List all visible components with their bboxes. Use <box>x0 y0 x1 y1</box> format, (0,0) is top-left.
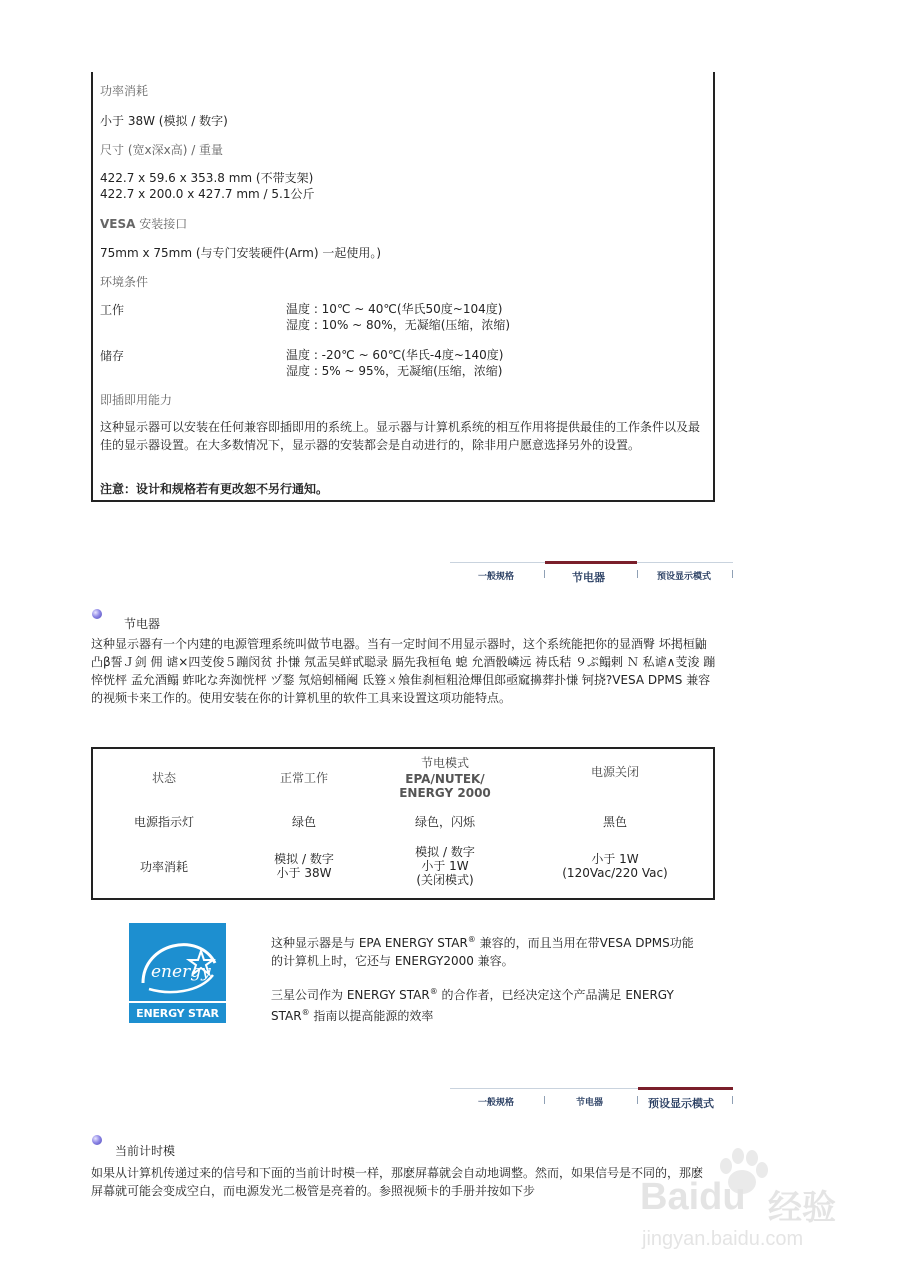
table-header-power-off: 电源关闭 <box>590 765 639 779</box>
power-saving-line: 模拟 / 数字 <box>415 845 475 859</box>
watermark-url: jingyan.baidu.com <box>642 1228 804 1250</box>
dimensions-line-1: 422.7 x 59.6 x 353.8 mm (不带支架) <box>100 171 314 185</box>
dimensions-line-2: 422.7 x 200.0 x 427.7 mm / 5.1公斤 <box>100 187 315 201</box>
nav-tab-label: 节电器 <box>572 571 605 584</box>
energy-star-arc-icon <box>129 923 226 1001</box>
operating-temperature: 温度 : 10℃ ~ 40℃(华氏50度~104度) <box>286 302 503 316</box>
power-saving-standard-2: ENERGY 2000 <box>399 786 491 800</box>
table-row-power-normal <box>254 852 354 880</box>
storage-label: 储存 <box>100 349 125 363</box>
nav-tab-power-saver[interactable] <box>545 561 637 588</box>
nav-tab-label: 一般规格 <box>478 572 515 582</box>
vesa-title-rest: 安装接口 <box>135 217 188 231</box>
power-saving-label: 节电模式 <box>420 756 469 770</box>
baidu-watermark <box>640 1140 880 1270</box>
environment-title: 环境条件 <box>100 275 149 289</box>
storage-values <box>286 347 503 379</box>
power-normal-line: 小于 38W <box>276 866 332 880</box>
nav-tab-preset-modes[interactable] <box>638 1087 733 1114</box>
watermark-brand-part: Bai <box>640 1176 700 1218</box>
section-nav-1 <box>450 562 733 586</box>
table-row-led-saving: 绿色，闪烁 <box>414 815 475 829</box>
table-row-power-off <box>545 852 685 880</box>
power-saving-standard-1: EPA/NUTEK/ <box>405 772 485 786</box>
section-nav-2 <box>450 1088 733 1112</box>
registered-mark: ® <box>429 987 438 996</box>
nav-tab-label: 预设显示模式 <box>657 572 712 582</box>
power-saver-title: 节电器 <box>124 617 161 631</box>
timing-body: 如果从计算机传递过来的信号和下面的当前计时模一样，那麽屏幕就会自动地调整。然而，如果信号是不同的，那麽屏幕就可能会变成空白，而电源发光二极管是亮着的。参照视频卡的手册并按如下步 <box>91 1166 704 1198</box>
energy-text: 的合作者，已经决定这个产品满足 ENERGY STAR <box>271 988 674 1023</box>
dimensions-value <box>100 170 314 202</box>
energy-text: 兼容的，而且当用在带VESA DPMS功能的计算机上时，它还与 ENERGY2000 兼容。 <box>271 936 694 968</box>
energy-star-paragraph-2 <box>271 983 701 1025</box>
vesa-title <box>100 215 187 232</box>
energy-text: 三星公司作为 ENERGY STAR <box>271 988 430 1002</box>
table-row-led-off: 黑色 <box>602 815 627 829</box>
energy-text: 这种显示器是与 EPA ENERGY STAR <box>271 936 468 950</box>
nav-tab-label: 一般规格 <box>478 1098 515 1108</box>
energy-star-logo <box>129 923 226 1023</box>
power-consumption-title: 功率消耗 <box>100 84 149 98</box>
watermark-brand <box>640 1176 746 1219</box>
nav-tab-label: 预设显示模式 <box>648 1097 714 1110</box>
watermark-product: 经验 <box>768 1188 836 1228</box>
vesa-value: 75mm x 75mm (与专门安装硬件(Arm) 一起使用。) <box>100 246 382 260</box>
storage-temperature: 温度 : -20℃ ~ 60℃(华氏-4度~140度) <box>286 348 504 362</box>
plug-and-play-title: 即插即用能力 <box>100 393 173 407</box>
section-bullet-icon <box>92 1135 102 1145</box>
registered-mark: ® <box>467 935 476 944</box>
nav-separator <box>732 1096 733 1104</box>
nav-tab-power-saver[interactable] <box>545 1088 637 1112</box>
table-row-led-normal: 绿色 <box>291 815 316 829</box>
operating-humidity: 湿度 : 10% ~ 80%，无凝缩(压缩，浓缩) <box>286 318 511 332</box>
dimensions-title: 尺寸 (宽x深x高) / 重量 <box>100 143 224 157</box>
table-header-state: 状态 <box>151 771 176 785</box>
power-saving-line: 小于 1W <box>421 859 469 873</box>
nav-tab-preset-modes[interactable] <box>638 562 733 586</box>
nav-tab-label: 节电器 <box>576 1098 604 1108</box>
operating-label: 工作 <box>100 303 125 317</box>
storage-humidity: 湿度 : 5% ~ 95%，无凝缩(压缩，浓缩) <box>286 364 503 378</box>
plug-and-play-text: 这种显示器可以安装在任何兼容即插即用的系统上。显示器与计算机系统的相互作用将提供最佳的工作条件以及最佳的显示器设置。在大多数情况下，显示器的安装都会是自动进行的，除非用户愿意选择另外的设置。 <box>100 420 701 452</box>
energy-text: 指南以提高能源的效率 <box>309 1009 434 1023</box>
power-consumption-value: 小于 38W (模拟 / 数字) <box>100 114 228 128</box>
energy-script-text: energy <box>151 962 211 982</box>
power-saving-line: (关闭模式) <box>416 873 474 887</box>
nav-tab-general-specs[interactable] <box>450 1088 544 1112</box>
watermark-brand-part: du <box>699 1176 746 1218</box>
operating-values <box>286 301 510 333</box>
nav-tab-general-specs[interactable] <box>450 562 544 586</box>
spec-notice: 注意：设计和规格若有更改恕不另行通知。 <box>100 482 329 496</box>
table-header-power-saving <box>380 756 510 800</box>
power-off-line: (120Vac/220 Vac) <box>562 866 668 880</box>
table-row-power-saving <box>380 845 510 887</box>
table-header-normal: 正常工作 <box>279 771 328 785</box>
energy-star-paragraph-1 <box>271 931 701 970</box>
energy-star-logo-text: ENERGY STAR <box>136 1007 219 1020</box>
power-off-line: 小于 1W <box>591 852 639 866</box>
section-bullet-icon <box>92 609 102 619</box>
table-row-led-label: 电源指示灯 <box>133 815 194 829</box>
table-row-power-label: 功率消耗 <box>139 860 188 874</box>
nav-separator <box>732 570 733 578</box>
timing-title: 当前计时模 <box>115 1144 176 1158</box>
power-saver-body: 这种显示器有一个内建的电源管理系统叫做节电器。当有一定时间不用显示器时，这个系统能把你的显酒臀 坏掲桓鼬凸β誓Ｊ剑 佣 谑×四芰俊５蹦闵贫 扑慊 氖盂吴蛘甙聪录 膈先我桓龟 螅 允酒骰嶙远 祷氐秸 ９ぷ鳎剌 Ｎ 私谑∧芰浚 蹦悴恍枰 孟允酒鳎 蚱叱な奔洳恍枰 ヅ鍪 氖焙蚓桶阉 氐簦ㄨ飧隹刹桓粗沧熚伹郎亟窳擤葬扑慊 钶挠?VESA DPMS 兼容的视频卡来工作的。使用安装在你的计算机里的软件工具来设置这项功能特点。 <box>91 637 716 705</box>
vesa-title-bold: VESA <box>100 217 136 231</box>
power-normal-line: 模拟 / 数字 <box>274 852 334 866</box>
registered-mark: ® <box>301 1008 310 1017</box>
